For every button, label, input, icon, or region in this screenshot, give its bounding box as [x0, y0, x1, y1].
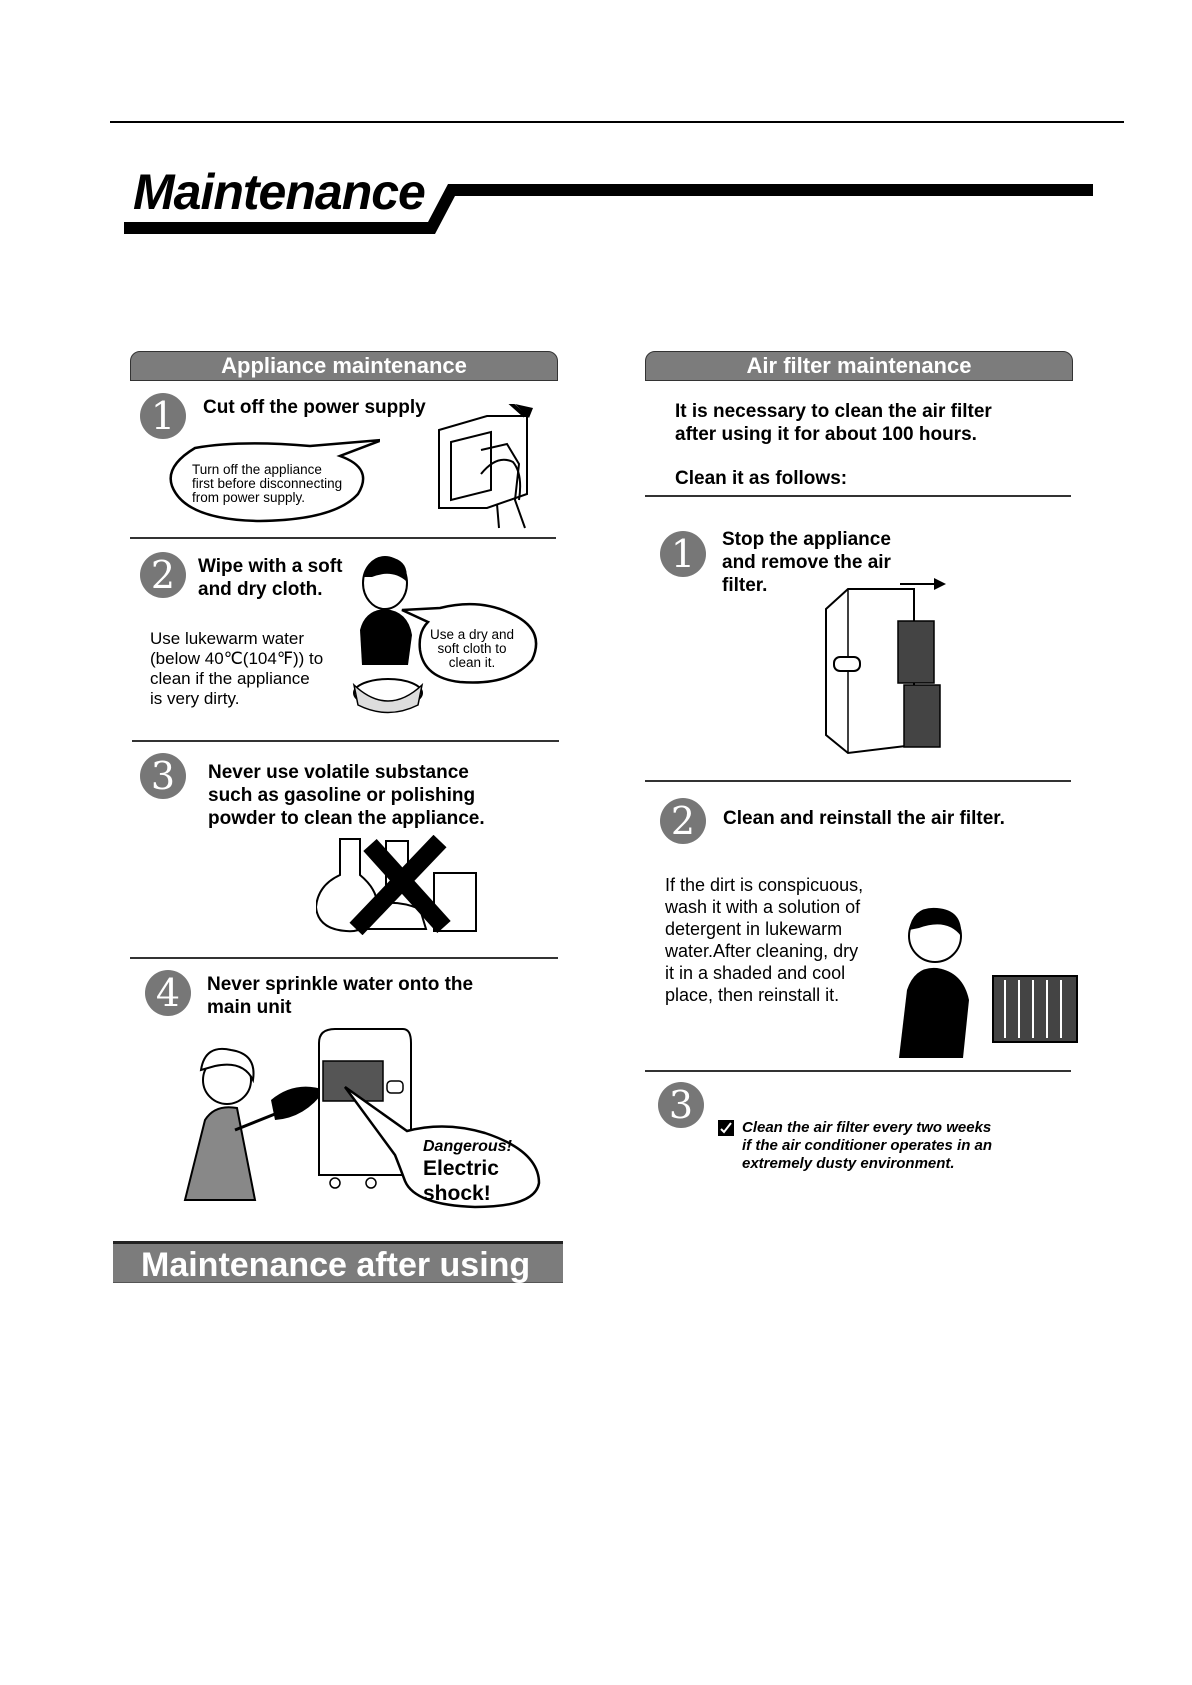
page-title: Maintenance [133, 164, 425, 220]
step-number: 3 [140, 753, 186, 799]
step-body: If the dirt is conspicuous, wash it with a solution of detergent in lukewarm water.After cleaning, dry it in a shaded and cool place, then reinstall it. [665, 875, 864, 1005]
title-bar-graphic [0, 0, 1192, 260]
section-divider [645, 1070, 1071, 1072]
section-divider [132, 740, 559, 742]
woman-holding-filter-icon [893, 900, 1088, 1060]
bubble-text: Turn off the appliance first before disconnecting from power supply. [192, 462, 343, 505]
step-title: Stop the appliance and remove the air filter. [722, 529, 891, 596]
step-number: 4 [145, 970, 191, 1016]
air-filter-maintenance-header: Air filter maintenance [645, 351, 1073, 381]
step-number: 3 [658, 1082, 704, 1128]
unit-filter-removal-icon [822, 585, 957, 755]
check-icon [718, 1120, 734, 1136]
bubble-text: Use a dry and soft cloth to clean it. [429, 627, 515, 670]
warning-electric-shock: Electric shock! [423, 1157, 499, 1205]
step-body: Use lukewarm water (below 40℃(104℉)) to clean if the appliance is very dirty. [150, 629, 324, 708]
section-divider [130, 957, 558, 959]
section-divider [645, 780, 1071, 782]
air-filter-intro: It is necessary to clean the air filter after using it for about 100 hours. [675, 401, 992, 445]
step-title: Never sprinkle water onto the main unit [207, 974, 474, 1018]
chemical-bottles-prohibited-icon [316, 835, 486, 935]
appliance-maintenance-header: Appliance maintenance [130, 351, 558, 381]
step-title: Wipe with a soft and dry cloth. [198, 556, 343, 600]
step-number: 2 [660, 798, 706, 844]
step-number: 1 [660, 531, 706, 577]
step-title: Clean and reinstall the air filter. [723, 808, 1005, 829]
step-title: Never use volatile substance such as gasoline or polishing powder to clean the appliance. [208, 762, 485, 829]
maintenance-after-using-banner: Maintenance after using [113, 1241, 563, 1283]
section-divider [130, 537, 556, 539]
filter-note: Clean the air filter every two weeks if the air conditioner operates in an extremely dusty environment. [742, 1119, 993, 1172]
clean-as-follows: Clean it as follows: [675, 468, 848, 489]
warning-dangerous: Dangerous! [423, 1138, 512, 1155]
step-number: 1 [140, 393, 186, 439]
step-number: 2 [140, 552, 186, 598]
step-title: Cut off the power supply [203, 397, 426, 418]
section-divider [645, 495, 1071, 497]
power-plug-icon [437, 404, 547, 529]
